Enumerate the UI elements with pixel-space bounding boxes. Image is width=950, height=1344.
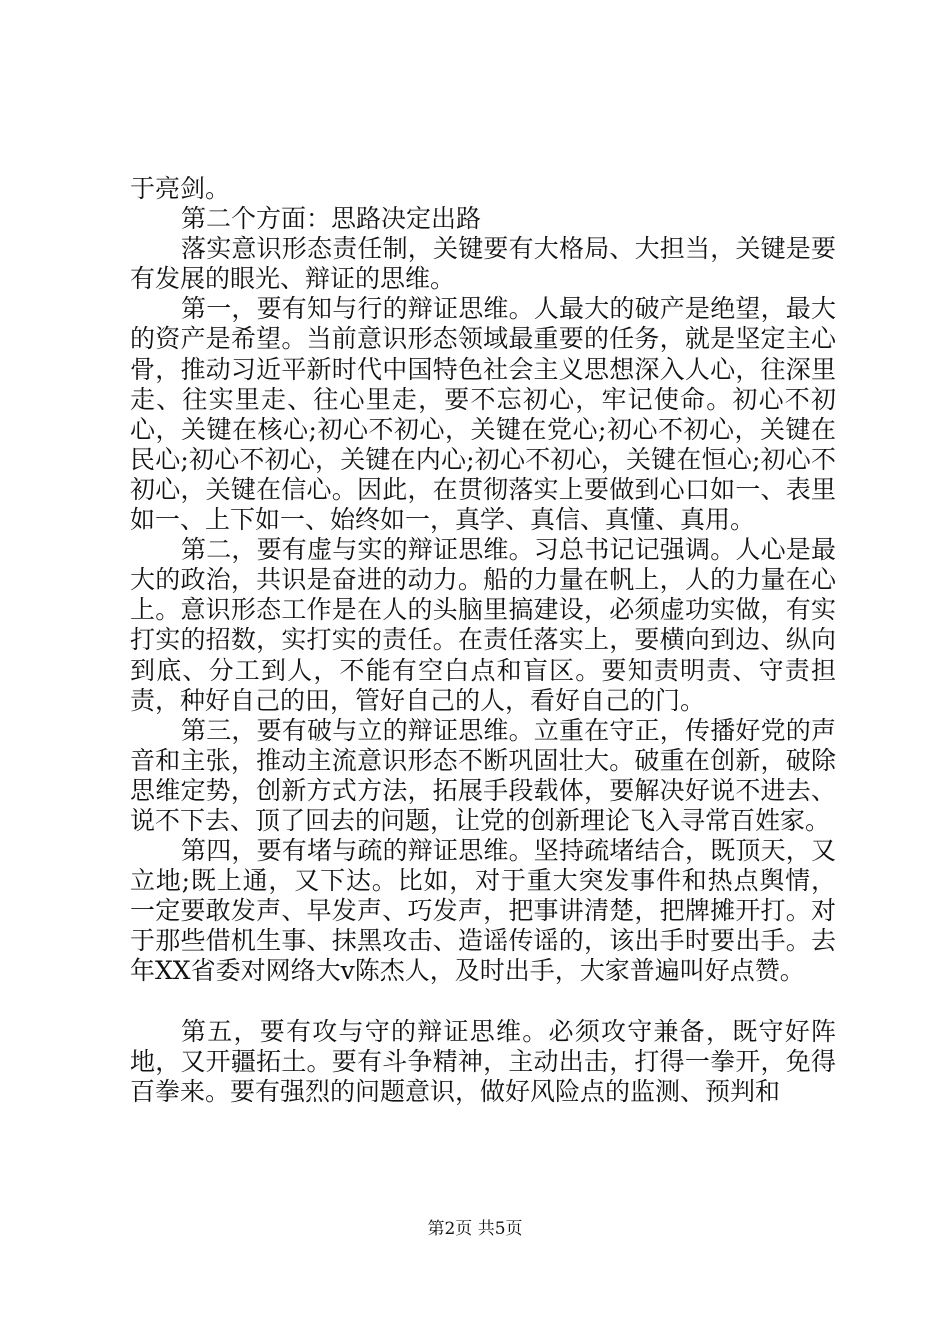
paragraph-point-5: 第五，要有攻与守的辩证思维。必须攻守兼备，既守好阵地，又开疆拓土。要有斗争精神，主动出击，打得一拳开，免得百拳来。要有强烈的问题意识，做好风险点的监测、预判和 xyxy=(130,1016,836,1106)
paragraph-intro: 落实意识形态责任制，关键要有大格局、大担当，关键是要有发展的眼光、辩证的思维。 xyxy=(130,234,836,294)
paragraph-point-2: 第二，要有虚与实的辩证思维。习总书记记强调。人心是最大的政治，共识是奋进的动力。船的力量在帆上，人的力量在心上。意识形态工作是在人的头脑里搞建设，必须虚功实做，有实打实的招数，实打实的责任。在责任落实上，要横向到边、纵向到底、分工到人，不能有空白点和盲区。要知责明责、守责担责，种好自己的田，管好自己的人，看好自己的门。 xyxy=(130,535,836,715)
paragraph-point-4: 第四，要有堵与疏的辩证思维。坚持疏堵结合，既顶天，又立地;既上通，又下达。比如，对于重大突发事件和热点舆情，一定要敢发声、早发声、巧发声，把事讲清楚，把牌摊开打。对于那些借机生事、抹黑攻击、造谣传谣的，该出手时要出手。去年XX省委对网络大v陈杰人，及时出手，大家普遍叫好点赞。 xyxy=(130,836,836,986)
paragraph-point-3: 第三，要有破与立的辩证思维。立重在守正，传播好党的声音和主张，推动主流意识形态不断巩固壮大。破重在创新，破除思维定势，创新方式方法，拓展手段载体，要解决好说不进去、说不下去、顶了回去的问题，让党的创新理论飞入寻常百姓家。 xyxy=(130,715,836,835)
section-heading: 第二个方面：思路决定出路 xyxy=(181,204,482,234)
paragraph-continuation: 于亮剑。 xyxy=(130,174,231,203)
page-number-footer: 第2页 共5页 xyxy=(427,1219,523,1239)
paragraph-point-1: 第一，要有知与行的辩证思维。人最大的破产是绝望，最大的资产是希望。当前意识形态领域最重要的任务，就是坚定主心骨，推动习近平新时代中国特色社会主义思想深入人心，往深里走、往实里走、往心里走，要不忘初心，牢记使命。初心不初心，关键在核心;初心不初心，关键在党心;初心不初心，关键在民心;初心不初心，关键在内心;初心不初心，关键在恒心;初心不初心，关键在信心。因此，在贯彻落实上要做到心口如一、表里如一、上下如一、始终如一，真学、真信、真懂、真用。 xyxy=(130,294,836,535)
document-body xyxy=(130,174,836,1107)
